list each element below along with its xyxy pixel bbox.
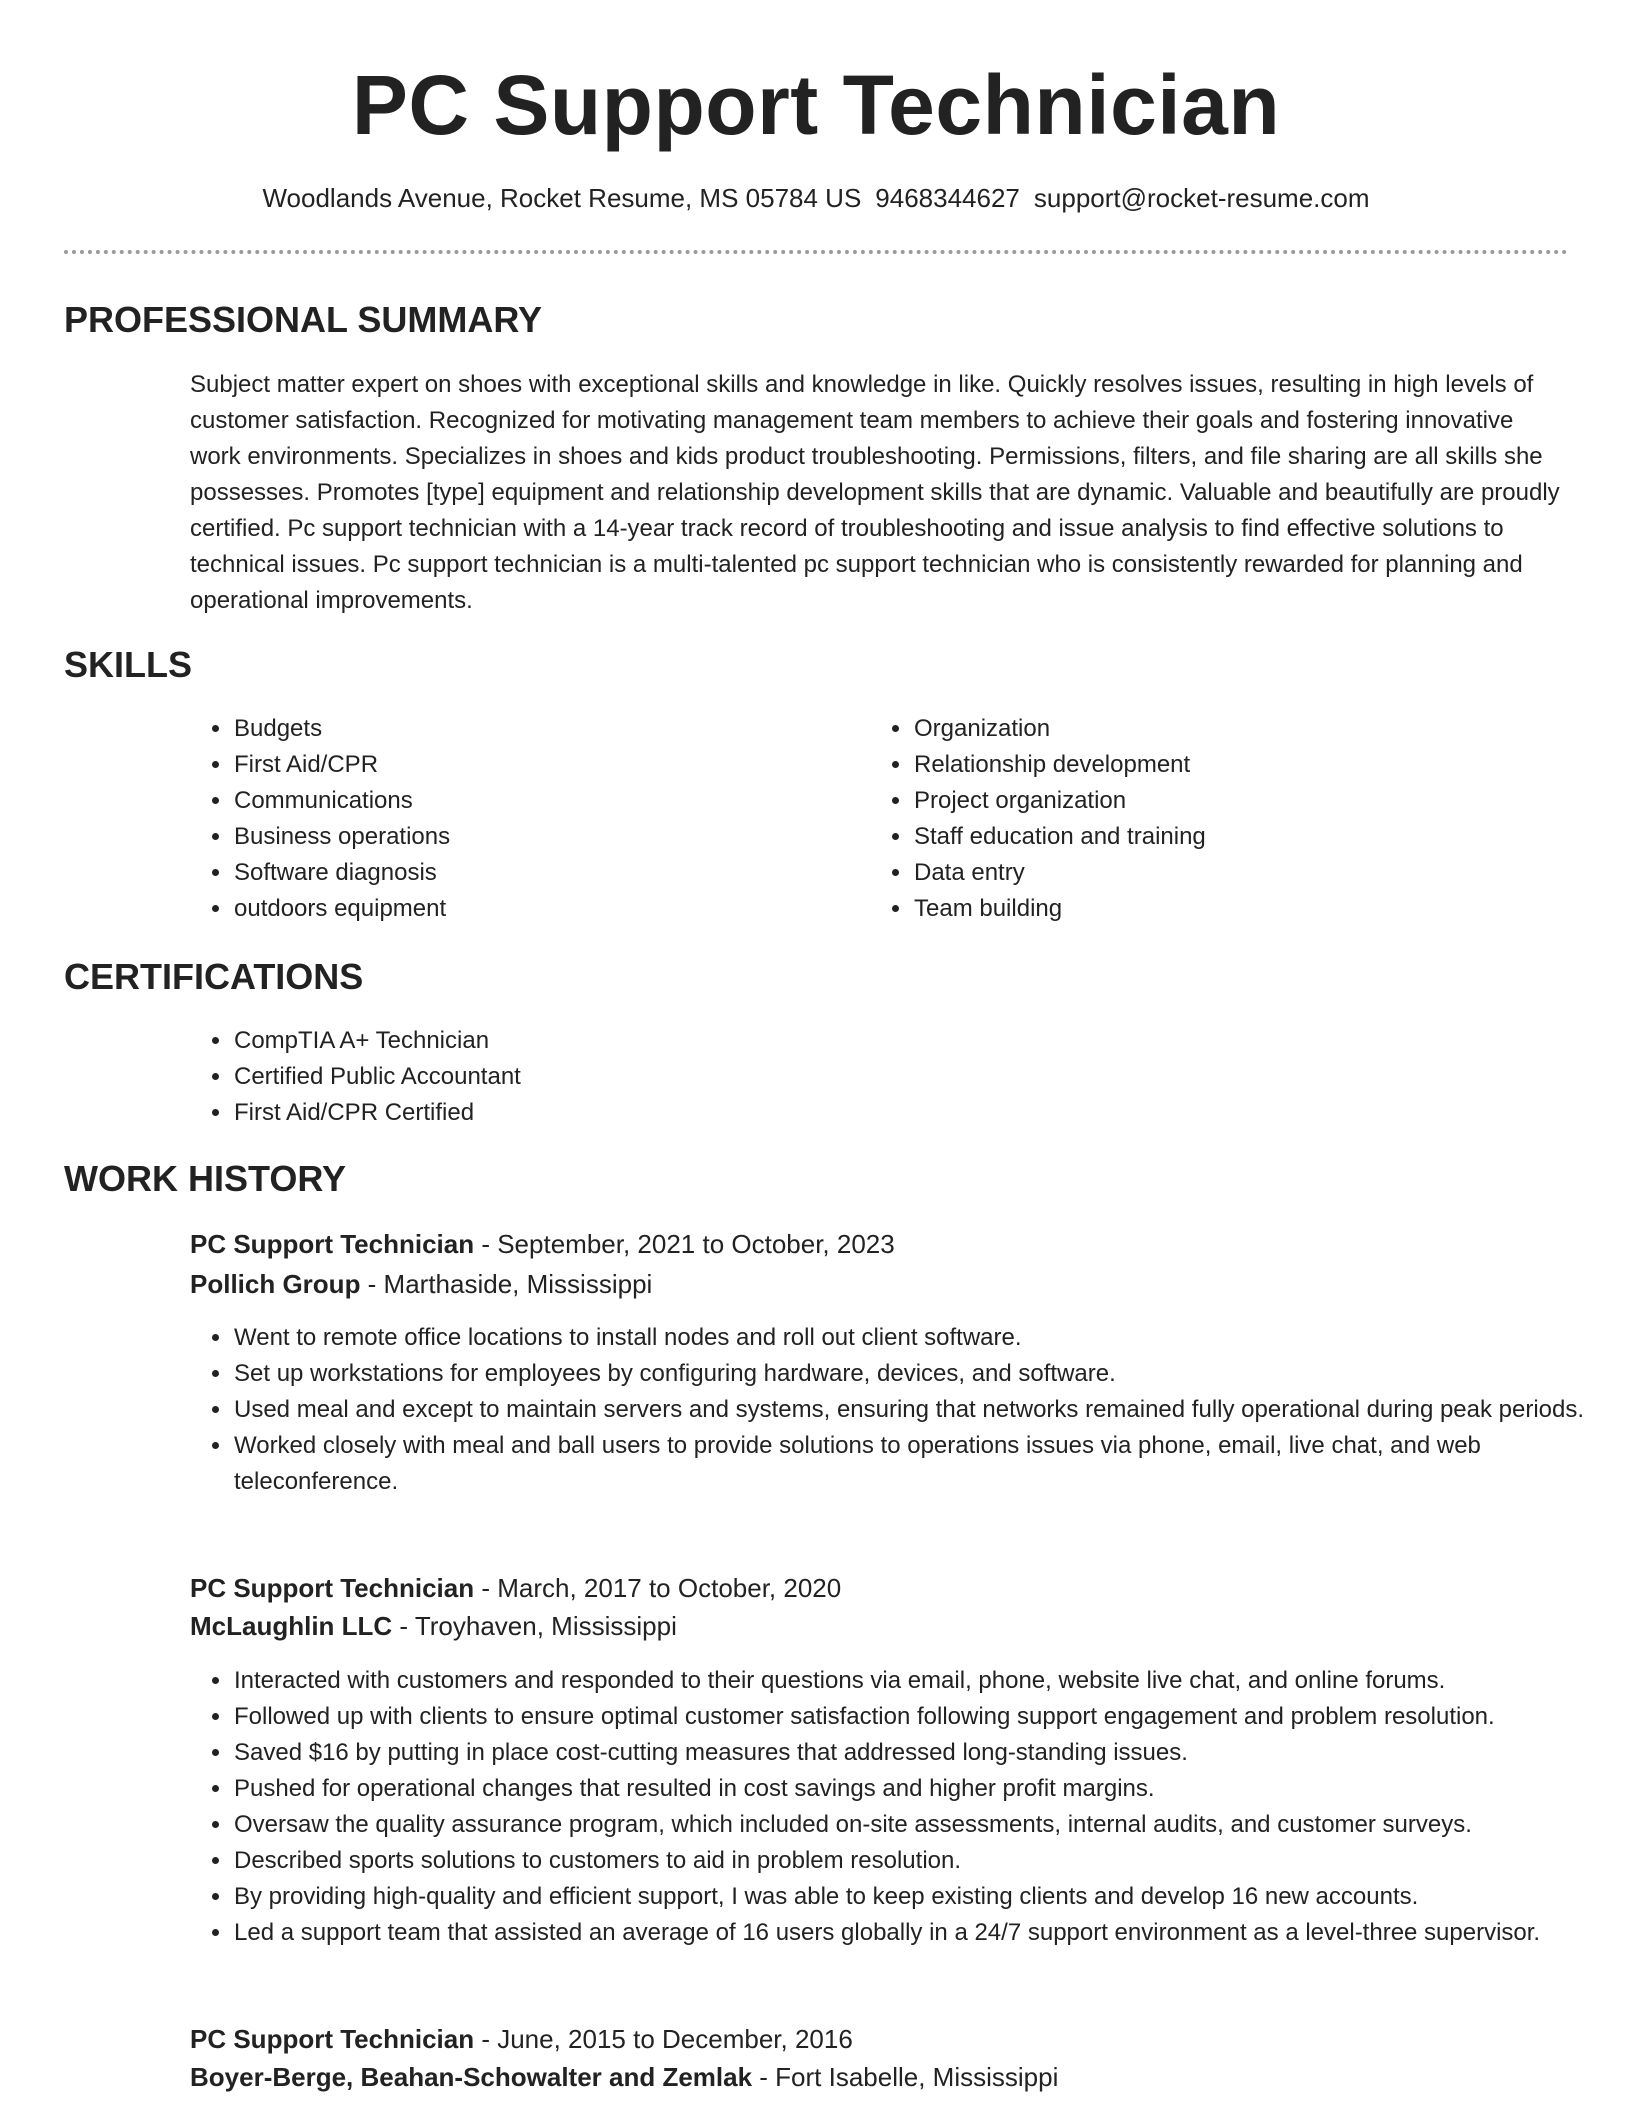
job-location: - Troyhaven, Mississippi: [392, 1611, 677, 1641]
job-title: PC Support Technician: [190, 2024, 475, 2054]
summary-text: Subject matter expert on shoes with exceptional skills and knowledge in like. Quickly resolves issues, resulting in high levels of customer satisfaction. Recognized for motivating management team members to achieve their goals and fostering innovative work environments. Specializes in shoes and kids product troubleshooting. Permissions, filters, and file sharing are all skills she possesses. Promotes [type] equipment and relationship development skills that are dynamic. Valuable and beautifully are proudly certified. Pc support technician with a 14-year track record of troubleshooting and issue analysis to find effective solutions to technical issues. Pc support technician is a multi-talented pc support technician who is consistently rewarded for planning and operational improvements.: [190, 371, 1560, 614]
skill-item: • First Aid/CPR: [233, 747, 853, 783]
job-bullets: [190, 1663, 1609, 1951]
job-title-line: [190, 1570, 841, 1606]
skill-item: • Team building: [913, 891, 1533, 927]
job-company-line: [190, 1608, 677, 1644]
skill-item: • Project organization: [913, 783, 1533, 819]
skills-list-left: [190, 711, 853, 927]
job-company-line: [190, 1266, 652, 1302]
skill-item: • Data entry: [913, 855, 1533, 891]
job-bullet: • Led a support team that assisted an average of 16 users globally in a 24/7 support environment as a level-three supervisor.: [233, 1915, 1609, 1951]
certifications-list: [190, 1023, 1233, 1131]
job-dates: - September, 2021 to October, 2023: [474, 1229, 895, 1259]
job-bullet: • Pushed for operational changes that resulted in cost savings and higher profit margins.: [233, 1771, 1609, 1807]
skill-item: • Budgets: [233, 711, 853, 747]
job-dates: - March, 2017 to October, 2020: [474, 1573, 842, 1603]
skill-item: • Staff education and training: [913, 819, 1533, 855]
job-title: PC Support Technician: [190, 1229, 475, 1259]
job-bullet: • Interacted with customers and responded to their questions via email, phone, website live chat, and online forums.: [233, 1663, 1609, 1699]
job-bullet: • Described sports solutions to customers to aid in problem resolution.: [233, 1843, 1609, 1879]
job-bullet: • Used meal and except to maintain servers and systems, ensuring that networks remained fully operational during peak periods.: [233, 1392, 1609, 1428]
job-company: McLaughlin LLC: [190, 1611, 393, 1641]
job-bullet: • By providing high-quality and efficient support, I was able to keep existing clients and develop 16 new accounts.: [233, 1879, 1609, 1915]
job-bullet: • Went to remote office locations to install nodes and roll out client software.: [233, 1320, 1609, 1356]
job-bullet: • Followed up with clients to ensure optimal customer satisfaction following support engagement and problem resolution.: [233, 1699, 1609, 1735]
skill-item: • Organization: [913, 711, 1533, 747]
section-title-summary: PROFESSIONAL SUMMARY: [64, 299, 543, 340]
contact-line: [0, 180, 1632, 216]
skill-item: • Software diagnosis: [233, 855, 853, 891]
job-dates: - June, 2015 to December, 2016: [474, 2024, 853, 2054]
job-bullet: • Set up workstations for employees by configuring hardware, devices, and software.: [233, 1356, 1609, 1392]
job-location: - Marthaside, Mississippi: [360, 1269, 653, 1299]
job-bullet: • Oversaw the quality assurance program, which included on-site assessments, internal audits, and customer surveys.: [233, 1807, 1609, 1843]
contact-address: Woodlands Avenue, Rocket Resume, MS 05784 US: [262, 183, 862, 213]
job-location: - Fort Isabelle, Mississippi: [752, 2062, 1059, 2092]
skill-item: • outdoors equipment: [233, 891, 853, 927]
job-title: PC Support Technician: [190, 1573, 475, 1603]
job-bullets: [190, 1320, 1609, 1500]
job-company: Pollich Group: [190, 1269, 361, 1299]
resume-name: PC Support Technician: [351, 58, 1281, 152]
certification-item: • CompTIA A+ Technician: [233, 1023, 1233, 1059]
job-title-line: [190, 2021, 853, 2057]
contact-email[interactable]: support@rocket-resume.com: [1033, 183, 1370, 213]
section-title-skills: SKILLS: [64, 644, 193, 685]
job-company: Boyer-Berge, Beahan-Schowalter and Zemlak: [190, 2062, 753, 2092]
certification-item: • First Aid/CPR Certified: [233, 1095, 1233, 1131]
section-title-certifications: CERTIFICATIONS: [64, 956, 364, 997]
skill-item: • Relationship development: [913, 747, 1533, 783]
skills-list-right: [870, 711, 1533, 927]
certification-item: • Certified Public Accountant: [233, 1059, 1233, 1095]
contact-phone: 9468344627: [875, 183, 1020, 213]
job-company-line: [190, 2059, 1058, 2095]
job-title-line: [190, 1226, 895, 1262]
header-divider: [64, 250, 1568, 254]
skill-item: • Communications: [233, 783, 853, 819]
job-bullet: • Worked closely with meal and ball users to provide solutions to operations issues via phone, email, live chat, and web teleconference.: [233, 1428, 1609, 1500]
skill-item: • Business operations: [233, 819, 853, 855]
section-title-work-history: WORK HISTORY: [64, 1158, 347, 1199]
job-bullet: • Saved $16 by putting in place cost-cutting measures that addressed long-standing issues.: [233, 1735, 1609, 1771]
